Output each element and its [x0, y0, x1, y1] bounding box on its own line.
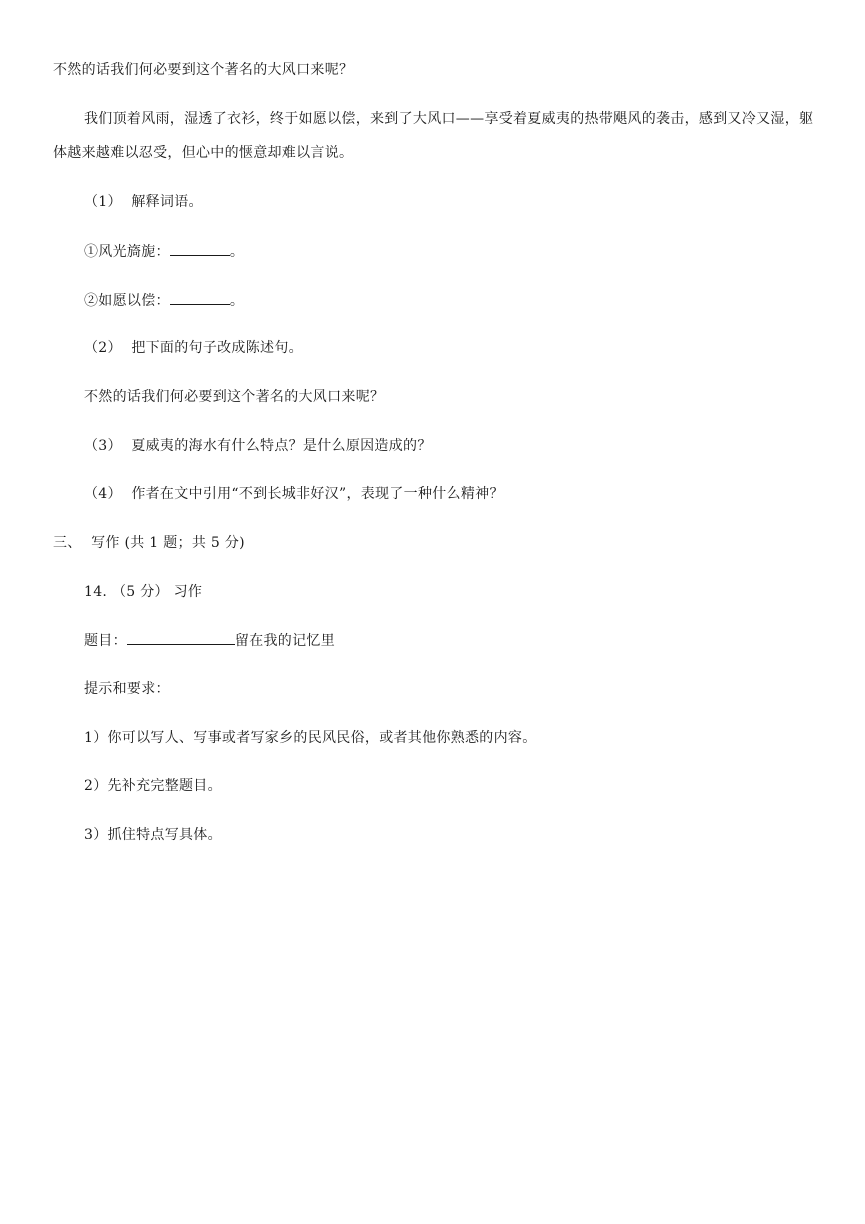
section-title: 写作 (共 1 题；共 5 分) — [91, 535, 245, 551]
question-2-sentence: 不然的话我们何必要到这个著名的大风口来呢？ — [84, 389, 385, 405]
question-title: 习作 — [173, 584, 203, 600]
question-14-topic — [84, 630, 335, 651]
passage-paragraph: 我们顶着风雨，湿透了衣衫，终于如愿以偿，来到了大风口——享受着夏威夷的热带飓风的袭击，感到又冷又湿，躯体越来越难以忍受，但心中的惬意却难以言说。 — [53, 111, 814, 161]
intro-question: 不然的话我们何必要到这个著名的大风口来呢？ — [53, 62, 354, 78]
hint-3: 3）抓住特点写具体。 — [84, 827, 222, 843]
question-1-item-2 — [84, 290, 244, 311]
item-label: ②如愿以偿： — [84, 293, 170, 309]
question-number: （1） — [84, 194, 122, 210]
item-end: 。 — [229, 244, 245, 260]
question-number: （3） — [84, 438, 122, 454]
item-end: 。 — [229, 293, 245, 309]
section-3-heading — [53, 533, 245, 553]
question-number: （2） — [84, 340, 122, 356]
question-score: （5 分） — [111, 584, 169, 600]
item-label: ①风光旖旎： — [84, 244, 170, 260]
question-2 — [84, 338, 303, 358]
answer-blank[interactable] — [170, 241, 230, 256]
answer-blank[interactable] — [170, 290, 230, 305]
question-1 — [84, 192, 203, 212]
question-4 — [84, 484, 504, 504]
question-text: 夏威夷的海水有什么特点？是什么原因造成的？ — [131, 438, 432, 454]
question-text: 解释词语。 — [131, 194, 203, 210]
question-14 — [84, 582, 202, 602]
question-number: 14. — [84, 584, 108, 600]
question-1-item-1 — [84, 241, 244, 262]
question-text: 作者在文中引用“不到长城非好汉”，表现了一种什么精神？ — [131, 486, 504, 502]
hints-label: 提示和要求： — [84, 681, 170, 697]
topic-label: 题目： — [84, 633, 127, 649]
section-number: 三、 — [53, 535, 82, 551]
hint-1: 1）你可以写人、写事或者写家乡的民风民俗，或者其他你熟悉的内容。 — [84, 730, 537, 746]
hint-2: 2）先补充完整题目。 — [84, 778, 222, 794]
question-3 — [84, 436, 432, 456]
question-number: （4） — [84, 486, 122, 502]
topic-suffix: 留在我的记忆里 — [234, 633, 336, 649]
question-text: 把下面的句子改成陈述句。 — [131, 340, 303, 356]
topic-blank[interactable] — [127, 630, 235, 645]
